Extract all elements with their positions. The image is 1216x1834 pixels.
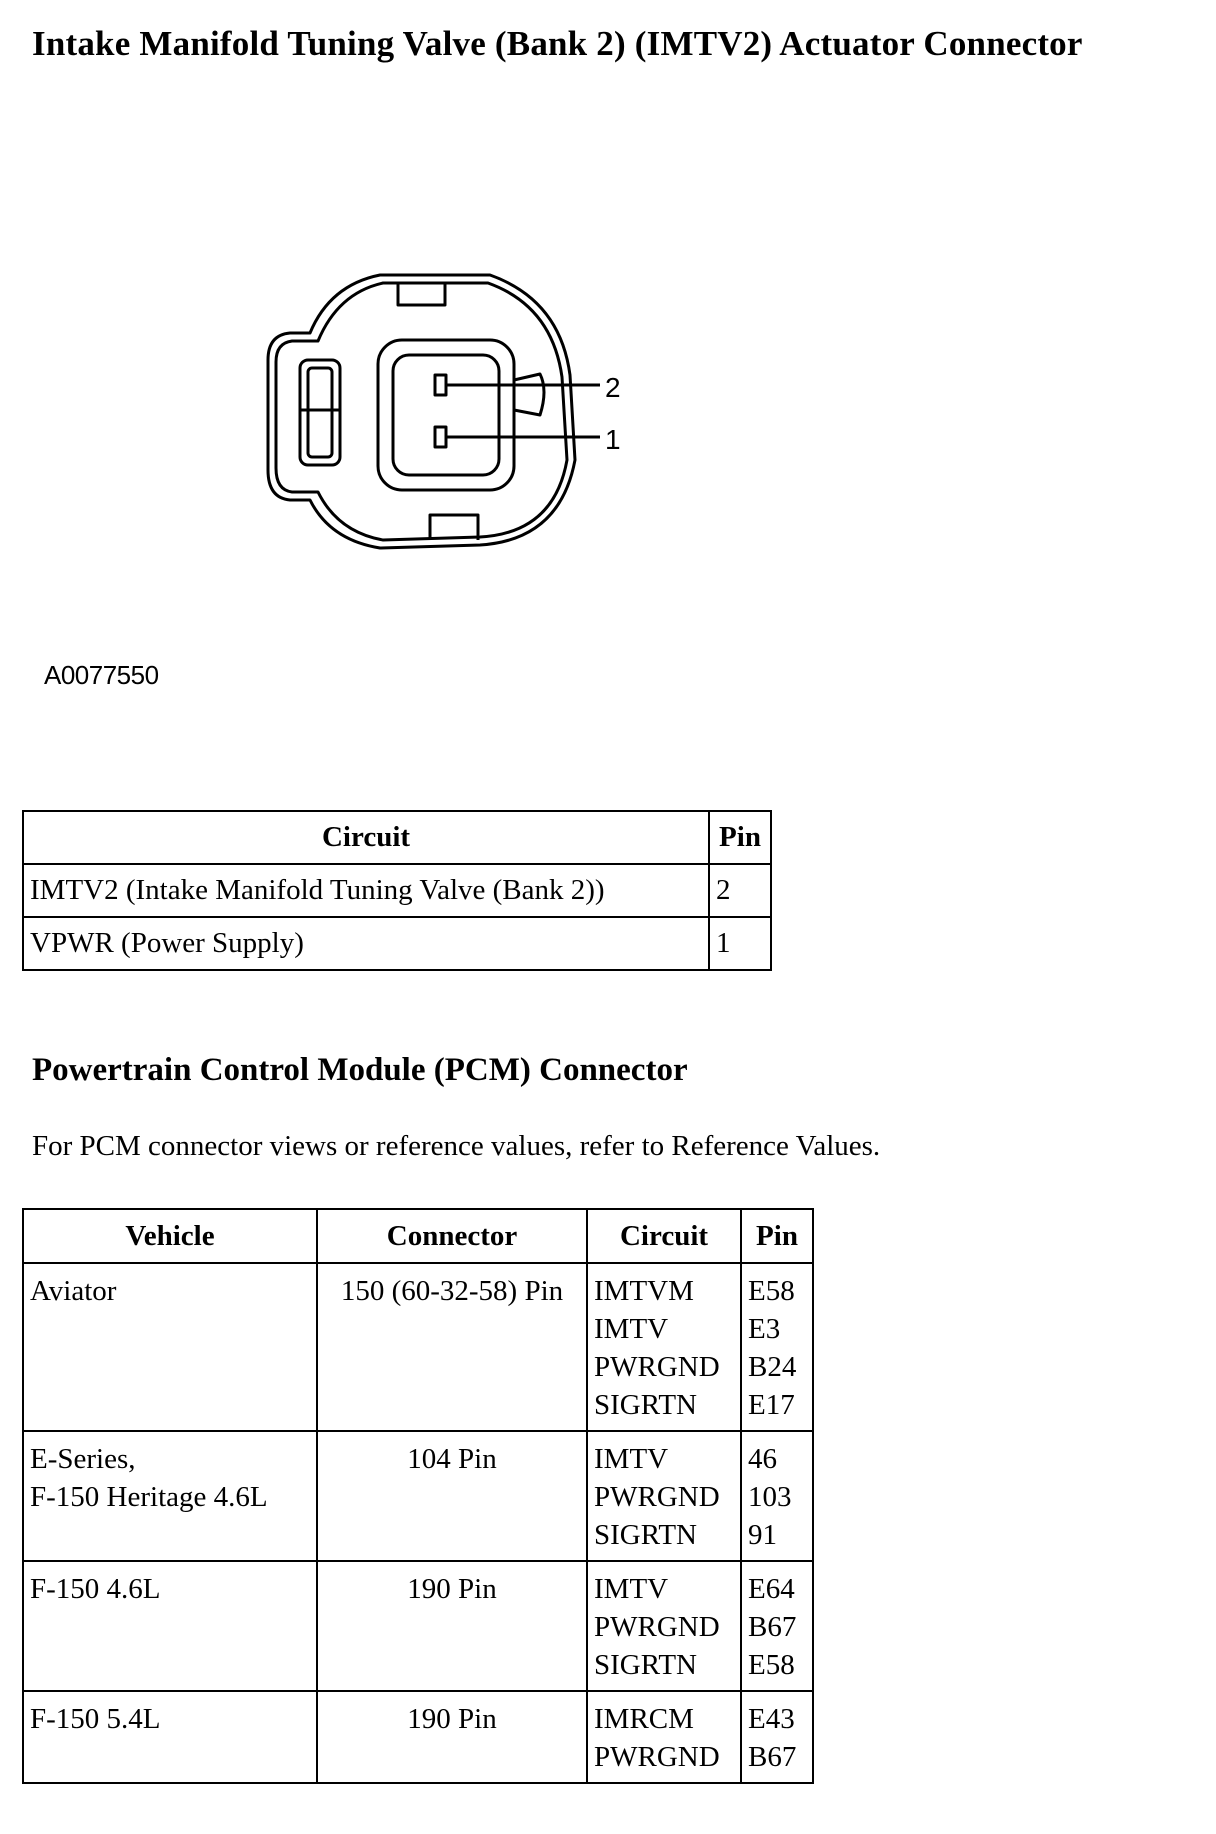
table-row [23, 1431, 813, 1561]
pin-line: E17 [748, 1389, 795, 1421]
circuit-line: PWRGND [594, 1611, 720, 1643]
circuit-line: PWRGND [594, 1481, 720, 1513]
table-header-row [23, 811, 771, 864]
right-tab [514, 374, 544, 415]
pin-2-label: 2 [605, 372, 621, 403]
vehicle-cell [23, 1263, 317, 1431]
pin-cell [741, 1431, 813, 1561]
vehicle-cell [23, 1561, 317, 1691]
pin-1-label: 1 [605, 424, 621, 455]
header-vehicle: Vehicle [23, 1209, 317, 1263]
side-latch [300, 360, 340, 465]
vehicle-cell [23, 1431, 317, 1561]
pin-line: E58 [748, 1275, 795, 1307]
header-circuit: Circuit [587, 1209, 741, 1263]
pin-cell [741, 1263, 813, 1431]
vehicle-line: F-150 Heritage 4.6L [30, 1481, 268, 1513]
connector-cell: 190 Pin [317, 1561, 587, 1691]
pin-cell [741, 1561, 813, 1691]
pin-line: 91 [748, 1519, 777, 1551]
pin-line: E64 [748, 1573, 795, 1605]
table-row [23, 1263, 813, 1431]
vehicle-line: E-Series, [30, 1443, 136, 1475]
figure-id: A0077550 [44, 660, 159, 690]
terminal-cavity-outer [378, 340, 514, 490]
pin-cell: 2 [709, 864, 771, 917]
pin-line: 103 [748, 1481, 792, 1513]
circuit-line: IMTV [594, 1573, 669, 1605]
header-pin: Pin [741, 1209, 813, 1263]
vehicle-cell [23, 1691, 317, 1783]
pin-line: 46 [748, 1443, 777, 1475]
circuit-cell [587, 1263, 741, 1431]
circuit-line: PWRGND [594, 1351, 720, 1383]
circuit-line: IMRCM [594, 1703, 694, 1735]
page-title: Intake Manifold Tuning Valve (Bank 2) (IMTV2) Actuator Connector [32, 24, 1083, 63]
header-connector: Connector [317, 1209, 587, 1263]
header-pin: Pin [709, 811, 771, 864]
connector-cell: 190 Pin [317, 1691, 587, 1783]
circuit-line: IMTV [594, 1443, 669, 1475]
table-header-row [23, 1209, 813, 1263]
circuit-cell: IMTV2 (Intake Manifold Tuning Valve (Bank 2)) [23, 864, 709, 917]
circuit-line: SIGRTN [594, 1649, 697, 1681]
circuit-line: IMTV [594, 1313, 669, 1345]
pcm-connector-table [22, 1208, 814, 1784]
pin-line: B67 [748, 1741, 797, 1773]
pin-line: E3 [748, 1313, 781, 1345]
header-circuit: Circuit [23, 811, 709, 864]
circuit-cell [587, 1431, 741, 1561]
pcm-reference-note: For PCM connector views or reference values, refer to Reference Values. [32, 1130, 881, 1162]
pin-2-terminal [435, 375, 446, 395]
vehicle-line: F-150 4.6L [30, 1573, 161, 1605]
pin-line: E43 [748, 1703, 795, 1735]
circuit-line: PWRGND [594, 1741, 720, 1773]
table-row [23, 917, 771, 970]
circuit-cell: VPWR (Power Supply) [23, 917, 709, 970]
circuit-cell [587, 1561, 741, 1691]
connector-cell: 104 Pin [317, 1431, 587, 1561]
circuit-line: SIGRTN [594, 1519, 697, 1551]
pcm-heading: Powertrain Control Module (PCM) Connector [32, 1052, 688, 1088]
circuit-cell [587, 1691, 741, 1783]
pin-line: B67 [748, 1611, 797, 1643]
pin-line: B24 [748, 1351, 797, 1383]
connector-diagram [0, 0, 1216, 640]
pin-1-terminal [435, 427, 446, 447]
table-row [23, 1691, 813, 1783]
connector-cell: 150 (60-32-58) Pin [317, 1263, 587, 1431]
vehicle-line: Aviator [30, 1275, 117, 1307]
side-latch-inner [308, 368, 332, 457]
table-row [23, 1561, 813, 1691]
pin-cell: 1 [709, 917, 771, 970]
circuit-line: SIGRTN [594, 1389, 697, 1421]
terminal-cavity-inner [393, 355, 499, 475]
top-key-notch [398, 283, 445, 305]
connector-circuit-table [22, 810, 772, 971]
vehicle-line: F-150 5.4L [30, 1703, 161, 1735]
circuit-line: IMTVM [594, 1275, 694, 1307]
pin-cell [741, 1691, 813, 1783]
pin-line: E58 [748, 1649, 795, 1681]
table-row [23, 864, 771, 917]
